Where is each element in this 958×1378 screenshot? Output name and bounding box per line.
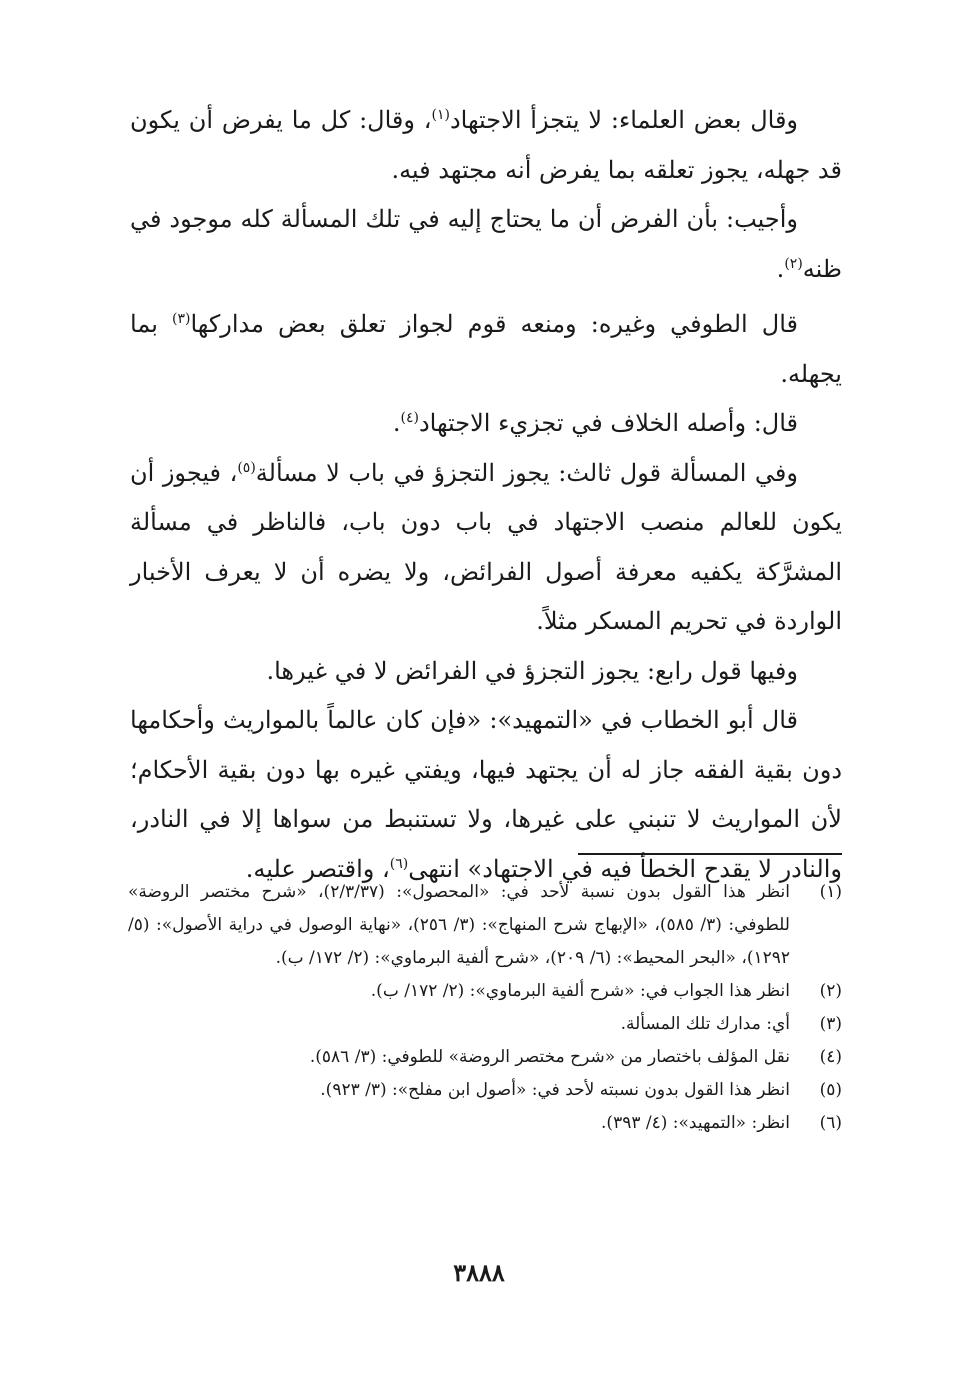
footnote-ref-4: (٤) — [400, 410, 419, 426]
footnote-3 — [128, 1008, 842, 1041]
paragraph-2 — [130, 195, 842, 294]
paragraph-7-text-rest: ، واقتصر عليه. — [245, 854, 390, 883]
footnote-ref-1: (١) — [431, 107, 450, 123]
footnote-ref-6: (٦) — [389, 855, 409, 872]
paragraph-6-text: وفيها قول رابع: يجوز التجزؤ في الفرائض لا في غيرها. — [266, 656, 798, 685]
footnote-text: انظر هذا القول بدون نسبة لأحد في: «المحصول»: (٢/٣/٣٧)، «شرح مختصر الروضة» للطوفي: (٣/ ٥٨٥)، «الإبهاج شرح المنهاج»: (٣/ ٢٥٦)، «نهاية الوصول في دراية الأصول»: (٥/ ١٢٩٢)، «البحر المحيط»: (٦/ ٢٠٩)، «شرح ألفية البرماوي»: (٢/ ١٧٢/ ب). — [128, 882, 791, 968]
paragraph-3-text: قال الطوفي وغيره: ومنعه قوم لجواز تعلق بعض مداركها — [190, 310, 798, 338]
footnote-number: (٣) — [819, 1014, 842, 1034]
footnote-text: انظر هذا القول بدون نسبته لأحد في: «أصول ابن مفلح»: (٣/ ٩٢٣). — [320, 1080, 790, 1100]
paragraph-4 — [130, 399, 842, 449]
paragraph-1-text: وقال بعض العلماء: لا يتجزأ الاجتهاد — [449, 106, 799, 134]
footnotes — [128, 876, 842, 1140]
main-text — [130, 96, 842, 894]
paragraph-5-text: وفي المسألة قول ثالث: يجوز التجزؤ في باب لا مسألة — [255, 458, 798, 487]
footnote-text: أي: مدارك تلك المسألة. — [620, 1014, 790, 1034]
footnote-text: انظر: «التمهيد»: (٤/ ٣٩٣). — [601, 1113, 790, 1133]
paragraph-4-text-rest: . — [392, 409, 401, 437]
footnote-ref-5: (٥) — [237, 459, 256, 476]
footnote-ref-2: (٢) — [784, 255, 803, 272]
paragraph-5 — [130, 449, 842, 647]
footnote-number: (٦) — [819, 1113, 842, 1133]
paragraph-1-text-rest: ، وقال: كل ما يفرض أن يكون قد جهله، يجوز تعلقه بما يفرض أنه مجتهد فيه. — [130, 106, 842, 184]
paragraph-3-text-rest: بما يجهله. — [130, 310, 842, 388]
footnote-4 — [128, 1041, 842, 1074]
paragraph-3 — [130, 300, 842, 399]
footnote-number: (١) — [819, 882, 842, 902]
footnote-number: (٢) — [819, 981, 842, 1001]
footnote-1 — [128, 876, 842, 975]
footnote-6 — [128, 1107, 842, 1140]
paragraph-2-text: وأجيب: بأن الفرض أن ما يحتاج إليه في تلك المسألة كله موجود في ظنه — [130, 205, 842, 283]
paragraph-4-text: قال: وأصله الخلاف في تجزيء الاجتهاد — [418, 409, 798, 437]
footnote-text: انظر هذا الجواب في: «شرح ألفية البرماوي»: (٢/ ١٧٢/ ب). — [370, 981, 790, 1001]
paragraph-7-text: قال أبو الخطاب في «التمهيد»: «فإن كان عالماً بالمواريث وأحكامها دون بقية الفقه جاز له أن يجتهد فيها، ويفتي غيره بها دون بقية الأحكام؛ لأن المواريث لا تنبني على غيرها، ولا تستنبط من سواها إلا في النادر، والنادر لا يقدح الخطأ فيه في الاجتهاد» انتهى — [130, 706, 842, 883]
footnote-number: (٥) — [819, 1080, 842, 1100]
footnote-2 — [128, 975, 842, 1008]
paragraph-2-text-rest: . — [776, 254, 785, 283]
footnote-text: نقل المؤلف باختصار من «شرح مختصر الروضة» للطوفي: (٣/ ٥٨٦). — [309, 1047, 790, 1067]
footnote-5 — [128, 1074, 842, 1107]
paragraph-7 — [130, 696, 842, 894]
footnote-number: (٤) — [819, 1047, 842, 1067]
paragraph-5-text-rest: ، فيجوز أن يكون للعالم منصب الاجتهاد في باب دون باب، فالناظر في مسألة المشرَّكة يكفيه معرفة أصول الفرائض، ولا يضره أن لا يعرف الأخبار الواردة في تحريم المسكر مثلاً. — [130, 458, 842, 635]
paragraph-1 — [130, 96, 842, 195]
footnote-ref-3: (٣) — [171, 311, 191, 327]
page-number: ٣٨٨٨ — [453, 1258, 505, 1287]
paragraph-6 — [130, 647, 842, 697]
footnote-separator — [578, 853, 842, 855]
